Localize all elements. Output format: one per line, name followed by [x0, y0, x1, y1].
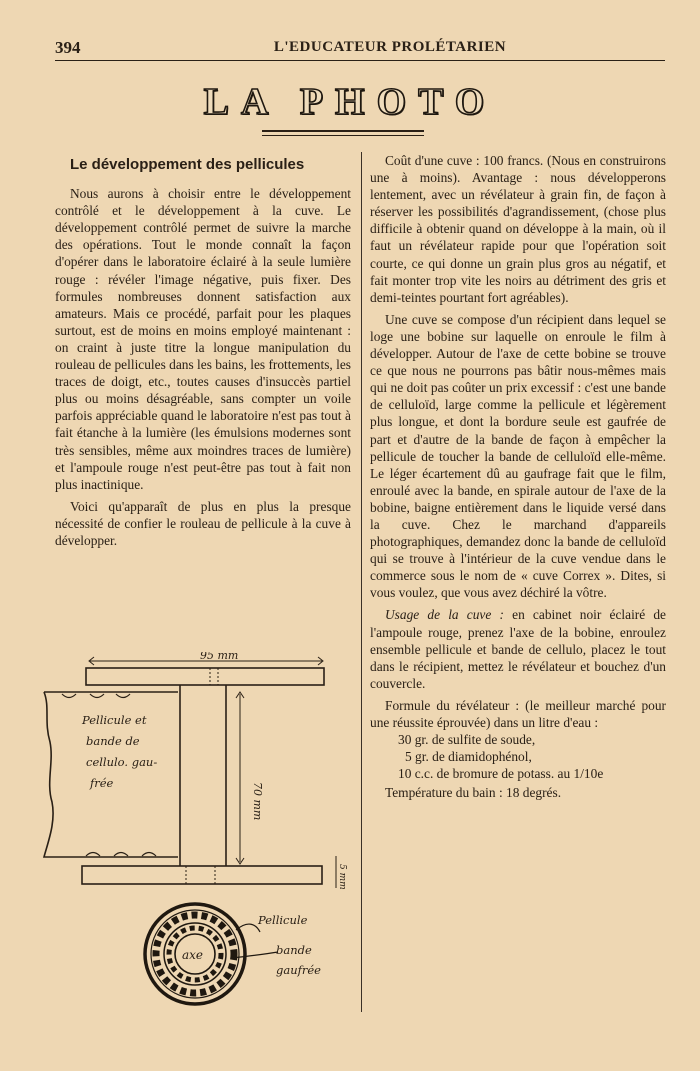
paragraph: Une cuve se compose d'un récipient dans lequel se loge une bobine sur laquelle on enroule le film à développer. Autour de l'axe de cette bobine se trouve ce que nous ne pourrons pas bâtir nous-mêmes mais qui ne doit pas coûter un prix excessif : c'est une bande de celluloïd, large comme la pellicule et légèrement plus longue, et dont la bordure seule est gaufrée de part et d'autre de la bande de façon à empêcher la pellicule de toucher la bande de celluloïd elle-même. Le léger écartement dû au gaufrage fait que le film, enroulé avec la bande, en spirale autour de l'axe de la bobine, baigne entièrement dans le liquide versé dans la cuve. Chez le marchand d'appareils photographiques, demandez donc la bande de celluloïd qui se trouve à l'intérieur de la cuve vendue dans le commerce sous le nom de « cuve Correx ». Dites, si vous voulez, que vous avez déchiré la vôtre. — [370, 311, 666, 601]
tank-diagram — [40, 652, 350, 892]
page-number: 394 — [55, 38, 81, 57]
usage-lead: Usage de la cuve : — [385, 607, 504, 623]
bobbin-note-line: bande — [276, 943, 312, 957]
left-column — [55, 156, 351, 554]
formula-intro: Formule du révélateur : (le meilleur marché pour une réussite éprouvée) dans un litre d'eau : — [370, 697, 666, 730]
header-rule — [55, 60, 665, 61]
side-note-line: Pellicule et — [82, 713, 147, 727]
bobbin-note-line: Pellicule — [258, 913, 308, 927]
formula-item: 10 c.c. de bromure de potass. au 1/10e — [398, 766, 604, 782]
title-underline-thin — [262, 135, 424, 136]
bobbin-diagram — [140, 898, 350, 1010]
side-note-line: bande de — [86, 734, 140, 748]
formula-list — [398, 731, 666, 782]
side-note-line: cellulo. gau- — [86, 755, 158, 769]
axis-label: axe — [182, 948, 204, 962]
side-note-line: frée — [90, 776, 114, 790]
side-note — [81, 713, 161, 790]
page-header — [55, 38, 665, 60]
paragraph: Nous aurons à choisir entre le développement contrôlé et le développement à la cuve. Le développement contrôlé permet de suivre la marche des opérations. Tout le monde connaît la façon d'opérer dans le laboratoire éclairé à la seule lumière rouge : révéler l'image négative, puis fixer. Des formules nombreuses donnent satisfaction aux amateurs. Mais ce procédé, parfait pour les plaques surtout, est de moins en moins employé maintenant : on craint à juste titre la longue manipulation du rouleau de pellicules dans les bains, les frottements, les traces de doigt, etc., toutes causes d'insuccès partiel plus ou moins désagréable, sans compter un voile parfois appréciable quand le laboratoire n'est pas tout à fait étanche à la lumière (les émulsions modernes sont très sensibles, même aux moindres traces de lumière) et l'ampoule rouge n'est peut-être pas tout à fait non plus inactinique. — [55, 186, 351, 492]
usage-paragraph — [370, 606, 666, 691]
right-column — [370, 152, 666, 806]
height-label: 70 mm — [251, 782, 264, 821]
article-title: LA PHOTO — [203, 81, 497, 123]
journal-title: L'EDUCATEUR PROLÉTARIEN — [273, 39, 507, 55]
bobbin-note — [257, 913, 321, 977]
paragraph: Coût d'une cuve : 100 francs. (Nous en construirons une à moins). Avantage : nous développerons lentement, avec un révélateur à grain fin, de façon à réserver les possibilités d'agrandissement, (chose plus difficile à obtenir quand on développe à la main, où il faut un révélateur rapide pour que l'opération soit courte, ce qui donne un grain plus gros au négatif, et fait monter trop vite les noirs au détriment des gris et demi-teintes pourtant fort agréables). — [370, 153, 666, 305]
formula-item: 30 gr. de sulfite de soude, — [398, 732, 536, 748]
title-underline — [262, 130, 424, 132]
bobbin-note-line: gaufrée — [276, 963, 321, 977]
formula-item: 5 gr. de diamidophénol, — [405, 749, 532, 765]
depth-label: 5 mm — [337, 864, 347, 890]
paragraph: Voici qu'apparaît de plus en plus la presque nécessité de confier le rouleau de pellicule à la cuve à développer. — [55, 498, 351, 548]
temperature-line: Température du bain : 18 degrés. — [385, 785, 562, 801]
column-divider — [361, 152, 362, 1012]
usage-text: en cabinet noir éclairé de l'ampoule rouge, prenez l'axe de la bobine, enroulez ensemble pellicule et bande de cellulo, placez le tout dans le récipient, mettez le révélateur et bouchez d'un couvercle. — [370, 607, 666, 691]
width-label: 95 mm — [200, 652, 239, 662]
section-heading: Le développement des pellicules — [70, 156, 305, 173]
